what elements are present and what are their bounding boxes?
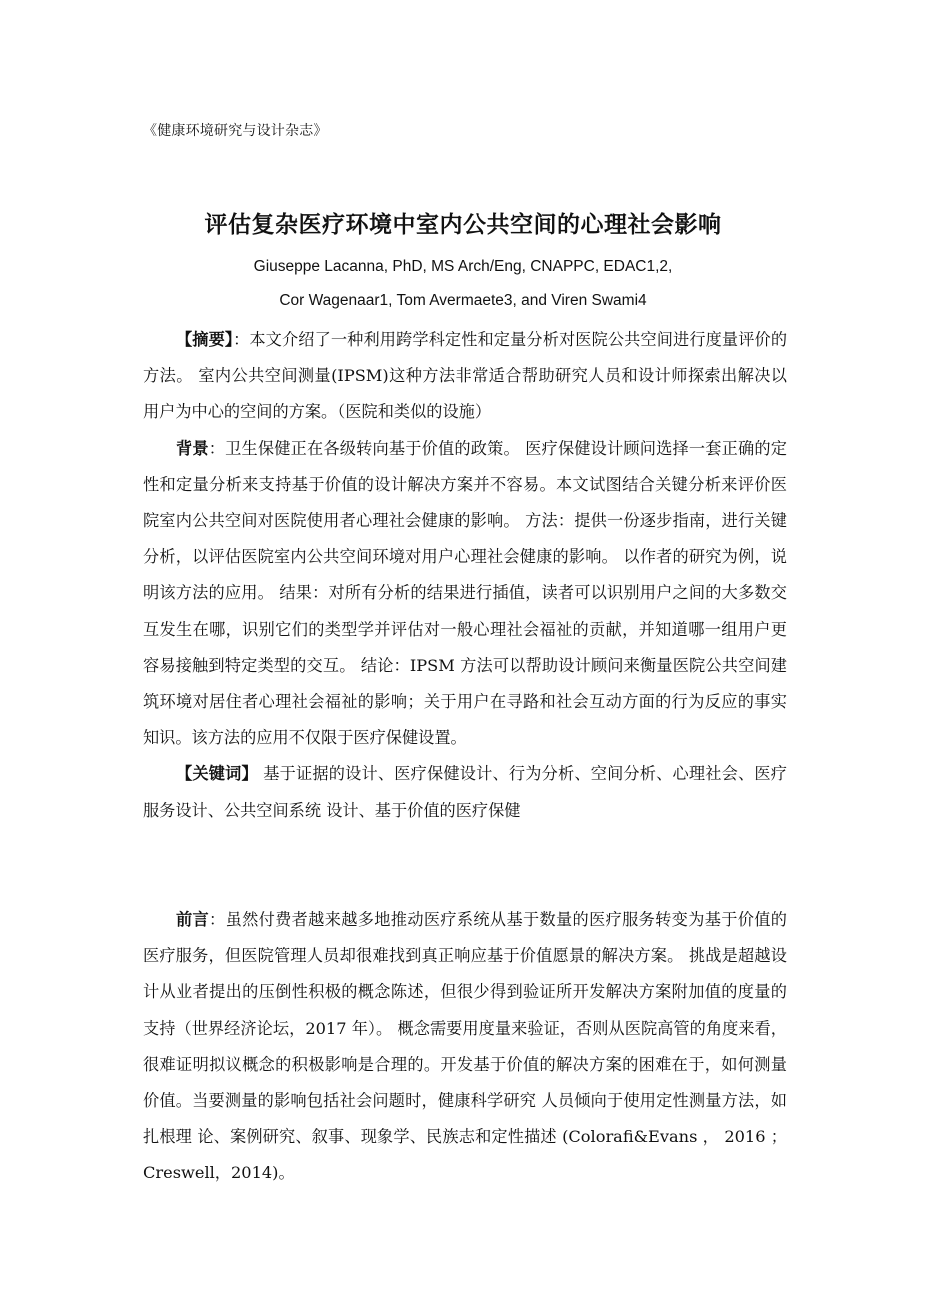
authors-line-1: Giuseppe Lacanna, PhD, MS Arch/Eng, CNAPPC, EDAC1,2, [253, 258, 673, 275]
authors-line-2: Cor Wagenaar1, Tom Avermaete3, and Viren Swami4 [279, 292, 647, 309]
abstract-paragraph [143, 322, 787, 431]
keywords-paragraph [143, 756, 787, 828]
background-paragraph [143, 431, 787, 757]
intro-label: 前言 [176, 910, 210, 929]
keywords-text: 基于证据的设计、医疗保健设计、行为分析、空间分析、心理社会、医疗服务设计、公共空间系统 设计、基于价值的医疗保健 [143, 764, 787, 820]
abstract-section [143, 322, 787, 829]
abstract-label: 【摘要】 [176, 330, 234, 349]
abstract-text: ：本文介绍了一种利用跨学科定性和定量分析对医院公共空间进行度量评价的方法。 室内公共空间测量(IPSM)这种方法非常适合帮助研究人员和设计师探索出解决以用户为中心的空间的方案。（医院和类似的设施） [143, 330, 788, 422]
intro-text: ：虽然付费者越来越多地推动医疗系统从基于数量的医疗服务转变为基于价值的医疗服务，但医院管理人员却很难找到真正响应基于价值愿景的解决方案。 挑战是超越设计从业者提出的压倒性积极的概念陈述，但很少得到验证所开发解决方案附加值的度量的支持（世界经济论坛，2017 年）。 概念需要用度量来验证，否则从医院高管的角度来看，很难证明拟议概念的积极影响是合理的。开发基于价值的解决方案的困难在于，如何测量价值。当要测量的影响包括社会问题时，健康科学研究 人员倾向于使用定性测量方法，如扎根理 论、案例研究、叙事、现象学、民族志和定性描述 (Colorafi&Evans ， 2016 ； Creswell，2014)。 [143, 910, 787, 1183]
intro-paragraph [143, 902, 787, 1192]
paper-title: 评估复杂医疗环境中室内公共空间的心理社会影响 [204, 211, 722, 238]
introduction-section [143, 902, 787, 1192]
background-text: ：卫生保健正在各级转向基于价值的政策。 医疗保健设计顾问选择一套正确的定性和定量分析来支持基于价值的设计解决方案并不容易。本文试图结合关键分析来评价医院室内公共空间对医院使用者心理社会健康的影响。 方法：提供一份逐步指南，进行关键分析，以评估医院室内公共空间环境对用户心理社会健康的影响。 以作者的研究为例，说明该方法的应用。 结果：对所有分析的结果进行插值，读者可以识别用户之间的大多数交互发生在哪，识别它们的类型学并评估对一般心理社会福祉的贡献，并知道哪一组用户更容易接触到特定类型的交互。 结论：IPSM 方法可以帮助设计顾问来衡量医院公共空间建筑环境对居住者心理社会福祉的影响；关于用户在寻路和社会互动方面的行为反应的事实知识。该方法的应用不仅限于医疗保健设置。 [143, 438, 787, 748]
background-label: 背景 [176, 438, 209, 458]
keywords-label: 【关键词】 [176, 764, 258, 784]
journal-name: 《健康环境研究与设计杂志》 [143, 123, 328, 139]
